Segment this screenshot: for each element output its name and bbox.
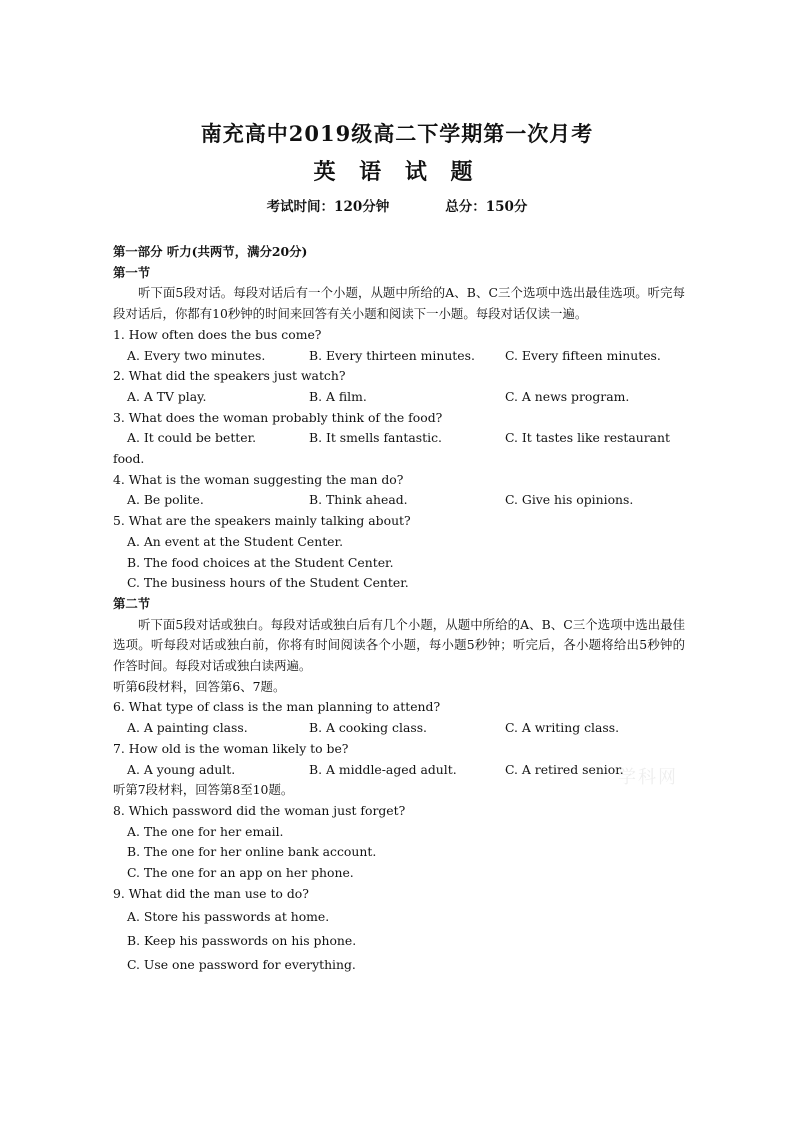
option-a: A. Be polite. — [127, 492, 204, 508]
option-a: A. A young adult. — [127, 761, 236, 777]
exam-meta — [0, 195, 794, 215]
question-7-options — [113, 760, 685, 781]
exam-content — [113, 242, 685, 977]
option-b: B. Think ahead. — [309, 492, 408, 508]
option-c: C. A retired senior. — [505, 761, 624, 777]
option-b: B. Every thirteen minutes. — [309, 347, 475, 363]
section2-heading: 第二节 — [113, 595, 151, 611]
question-6-options — [113, 718, 685, 739]
option-a: A. An event at the Student Center. — [127, 533, 344, 549]
option-a: A. It could be better. — [127, 430, 257, 446]
question-9: 9. What did the man use to do? — [113, 885, 309, 901]
question-6: 6. What type of class is the man planning to attend? — [113, 699, 441, 715]
option-c: C. A writing class. — [505, 720, 620, 736]
option-c: C. The business hours of the Student Center. — [127, 575, 409, 591]
exam-subtitle: 英 语 试 题 — [313, 159, 481, 185]
exam-time: 考试时间：120分钟 — [266, 199, 390, 215]
material-7-note: 听第7段材料，回答第8至10题。 — [113, 782, 294, 798]
option-c: C. The one for an app on her phone. — [127, 865, 354, 881]
question-1: 1. How often does the bus come? — [113, 326, 322, 342]
option-b: B. A middle-aged adult. — [309, 761, 457, 777]
question-5: 5. What are the speakers mainly talking about? — [113, 513, 411, 529]
option-c: C. Use one password for everything. — [127, 956, 356, 972]
question-2: 2. What did the speakers just watch? — [113, 368, 346, 384]
option-b: B. A film. — [309, 388, 367, 404]
option-a: A. Every two minutes. — [127, 347, 266, 363]
question-3-options — [113, 428, 685, 449]
section1-heading: 第一节 — [113, 264, 151, 280]
option-b: B. The one for her online bank account. — [127, 844, 377, 860]
part1-heading: 第一部分 听力(共两节，满分20分) — [113, 244, 308, 259]
exam-total-score: 总分：150分 — [445, 199, 528, 215]
exam-title: 南充高中2019级高二下学期第一次月考 — [200, 121, 594, 146]
question-2-options — [113, 387, 685, 408]
option-a: A. Store his passwords at home. — [127, 908, 330, 924]
section2-instructions: 听下面5段对话或独白。每段对话或独白后有几个小题，从题中所给的A、B、C三个选项中选出最佳选项。听每段对话或独白前，你将有时间阅读各个小题，每小题5秒钟；听完后，各小题将给出5秒钟的作答时间。每段对话或独白读两遍。 — [113, 616, 685, 674]
option-c-wrap: food. — [113, 451, 145, 467]
option-b: B. It smells fantastic. — [309, 430, 442, 446]
question-4-options — [113, 490, 685, 511]
option-a: A. A painting class. — [127, 720, 248, 736]
question-7: 7. How old is the woman likely to be? — [113, 740, 349, 756]
option-b: B. The food choices at the Student Center. — [127, 554, 394, 570]
option-b: B. Keep his passwords on his phone. — [127, 932, 357, 948]
question-1-options — [113, 346, 685, 367]
question-8: 8. Which password did the woman just forget? — [113, 802, 406, 818]
material-6-note: 听第6段材料，回答第6、7题。 — [113, 678, 286, 694]
option-c: C. Every fifteen minutes. — [505, 347, 661, 363]
section1-instructions: 听下面5段对话。每段对话后有一个小题，从题中所给的A、B、C三个选项中选出最佳选项。听完每段对话后，你都有10秒钟的时间来回答有关小题和阅读下一小题。每段对话仅读一遍。 — [113, 285, 685, 322]
watermark: 学科网 — [618, 767, 678, 788]
option-a: A. The one for her email. — [127, 823, 284, 839]
option-c: C. A news program. — [505, 388, 630, 404]
question-3: 3. What does the woman probably think of the food? — [113, 409, 443, 425]
option-c: C. Give his opinions. — [505, 492, 634, 508]
option-c: C. It tastes like restaurant — [505, 430, 670, 446]
question-4: 4. What is the woman suggesting the man do? — [113, 471, 404, 487]
option-a: A. A TV play. — [127, 388, 207, 404]
option-b: B. A cooking class. — [309, 720, 427, 736]
